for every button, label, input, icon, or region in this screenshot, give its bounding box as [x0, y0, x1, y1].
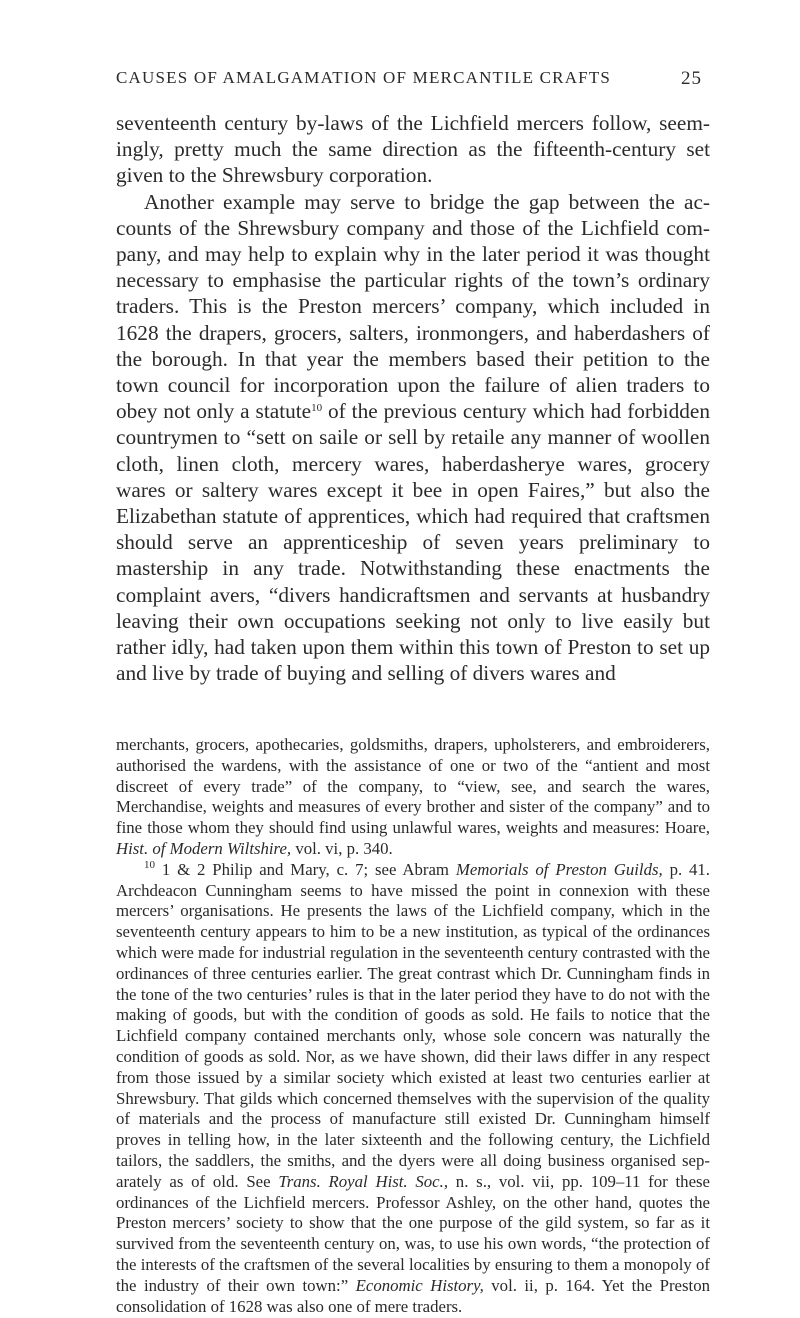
footnote-cont-title: Hist. of Modern Wiltshire,: [116, 838, 292, 858]
running-title: CAUSES OF AMALGAMATION OF MERCANTILE CRAFTS: [116, 68, 612, 87]
paragraph-2-text-b: of the previous century which had forbidden countrymen to “sett on saile or sell by retaile any manner of woollen cloth, linen cloth, mercery wares, haberdasherye wares, grocery wares or saltery wares except it bee in open Faires,” but also the Elizabethan statute of apprentices, which had required that craftsmen should serve an apprenticeship of seven years preliminary to mastership in any trade. Notwithstanding these enactments the complaint avers, “divers handicraftsmen and servants at husbandry leaving their own occupations seeking not only to live easily but rather idly, had taken upon them within this town of Preston to set up and live by trade of buying and selling of divers wares and: [116, 399, 710, 686]
footnote-10-title-trans: Trans. Royal Hist. Soc.,: [278, 1171, 449, 1191]
footnote-ref-10: 10: [311, 402, 323, 415]
footnote-cont-text: merchants, grocers, apothecaries, goldsmiths, drapers, upholsterers, and embroiderers, authorised the wardens, with the assistance of one or two of the “antient and most discreet of every trade” of the company, to “view, see, and search the wares, Merchandise, weights and measures of every brother and sister of the company” and to fine those whom they should find using unlawful wares, weights and measures: Hoare,: [116, 735, 710, 838]
paragraph-1: seventeenth century by-laws of the Lichfield mercers follow, seemingly, pretty much the same direction as the fifteenth-century set given to the Shrewsbury corporation.: [116, 111, 710, 188]
footnote-10-title-economic: Economic History,: [355, 1275, 484, 1295]
running-head: [116, 68, 702, 94]
footnote-continuation: [116, 735, 710, 860]
footnote-10-number: 10: [144, 858, 155, 871]
footnote-10-text-c: n. s., vol. vii, pp. 109–11 for these ordinances of the Lichfield mercers. Professor Ashley, on the other hand, quotes the Preston mercers’ society to show that the one purpose of the gild system, so far as it survived from the seventeenth century on, was, to use his own words, “the protection of the interests of the craftsmen of the several localities by ensuring to them a monopoly of the industry of their own town:”: [116, 1171, 710, 1295]
footnote-cont-end: vol. vi, p. 340.: [291, 838, 393, 858]
footnote-10-text-b: p. 41. Archdeacon Cunningham seems to have missed the point in connexion with these mercers’ organisations. He presents the laws of the Lichfield company, which in the seventeenth century appears to him to be a new institution, as typical of the ordinances which were made for industrial regulation in the seventeenth century contrasted with the ordinances of three centuries earlier. The great contrast which Dr. Cunningham finds in the tone of the two centuries’ rules is that in the later period they have to do not with the making of goods, but with the condition of goods as sold. He fails to notice that the Lichfield company contained merchants only, whose sole concern was naturally the condition of goods as sold. Nor, as we have shown, did their laws differ in any respect from those issued by a similar society which existed at least two centuries earlier at Shrewsbury. That gilds which concerned themselves with the supervision of the quality of materials and the process of manufacture still existed Dr. Cunningham himself proves in telling how, in the later sixteenth and the following century, the Lichfield tailors, the saddlers, the smiths, and the dyers were all doing business organised separately as of old. See: [116, 859, 710, 1191]
paragraph-2: [116, 189, 710, 687]
body-text: [116, 110, 710, 686]
page-number: 25: [681, 68, 702, 89]
footnote-10-title-memorials: Memorials of Preston Guilds,: [455, 859, 663, 879]
footnotes: [116, 735, 710, 1317]
footnote-10-text-a: 1 & 2 Philip and Mary, c. 7; see Abram: [155, 859, 456, 879]
paragraph-2-text-a: Another example may serve to bridge the gap between the accounts of the Shrewsbury company and those of the Lichfield company, and may help to explain why in the later period it was thought necessary to emphasise the particular rights of the town’s ordinary traders. This is the Preston mercers’ company, which included in 1628 the drapers, grocers, salters, ironmongers, and haberdashers of the borough. In that year the members based their petition to the town council for incorporation upon the failure of alien traders to obey not only a statute: [116, 189, 710, 424]
footnote-10-text-d: vol. ii, p. 164. Yet the Preston consolidation of 1628 was also one of mere traders.: [116, 1275, 710, 1316]
footnote-10: [116, 860, 710, 1318]
